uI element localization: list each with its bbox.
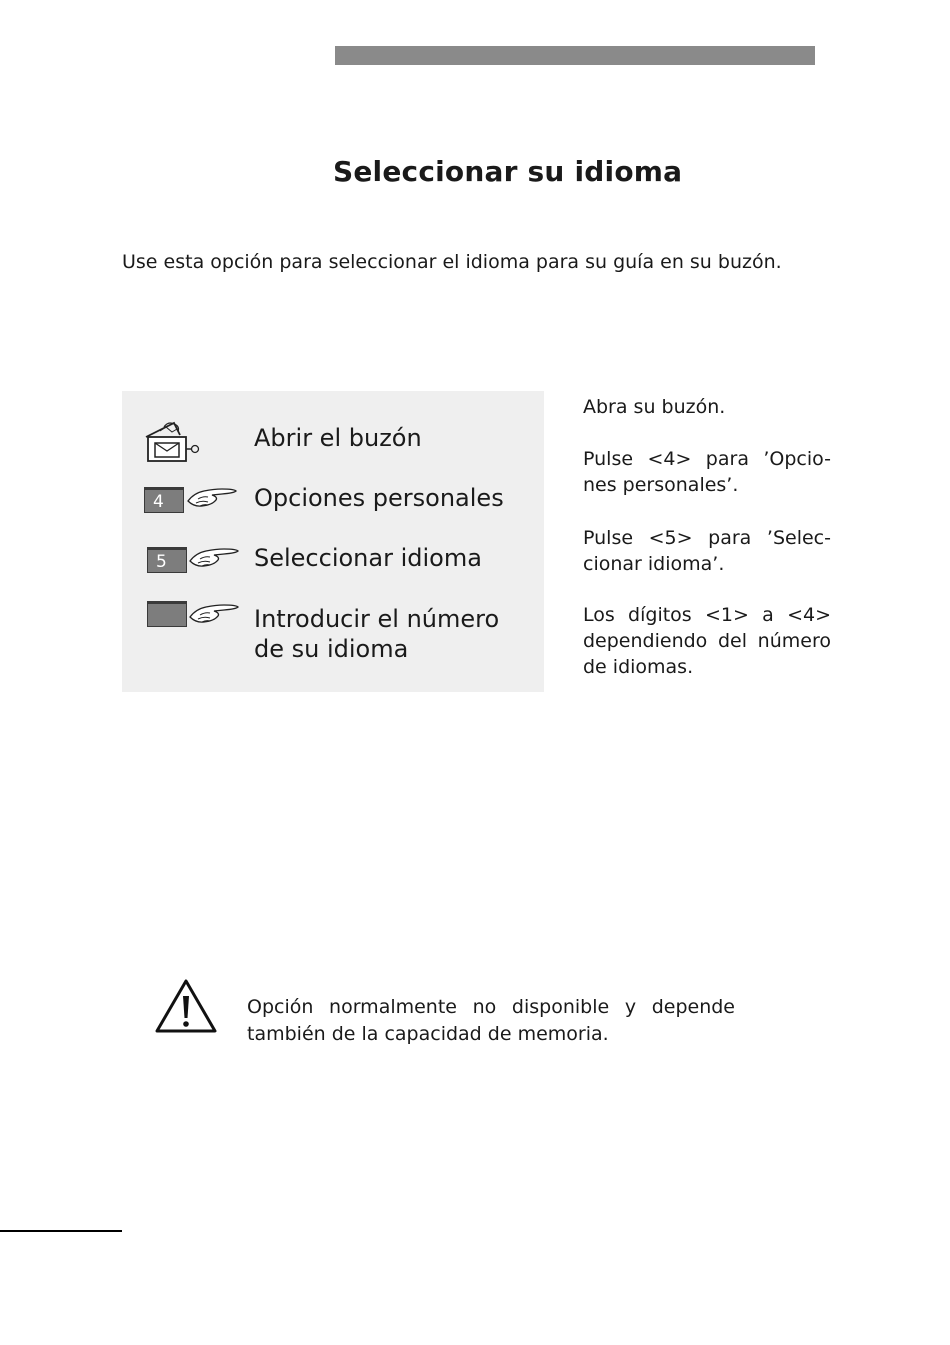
key-blank (147, 601, 187, 627)
page-title: Seleccionar su idioma (333, 155, 683, 188)
step-description: Abra su buzón. (583, 396, 726, 418)
step-label: Introducir el número de su idioma (254, 605, 500, 663)
keypad-press-icon (144, 485, 244, 515)
step-description: Pulse <4> para ’Opcio-nes personales’. (583, 448, 831, 496)
keypad-press-icon (144, 545, 244, 575)
intro-text: Use esta opción para seleccionar el idioma para su guía en su buzón. (122, 251, 782, 273)
warning-text: Opción normalmente no disponible y depende también de la capacidad de memoria. (247, 996, 735, 1045)
warning-triangle-icon (154, 978, 218, 1038)
step-description: Pulse <5> para ’Selec-cionar idioma’. (583, 527, 831, 575)
key-4: 4 (144, 487, 184, 513)
steps-panel (122, 391, 544, 692)
footer-rule (0, 1230, 122, 1232)
mailbox-icon (144, 419, 208, 469)
step-label: Opciones personales (254, 484, 504, 512)
step-label: Seleccionar idioma (254, 544, 482, 572)
key-5: 5 (147, 547, 187, 573)
step-label: Abrir el buzón (254, 424, 422, 452)
header-bar (335, 46, 815, 65)
keypad-press-icon (144, 601, 244, 631)
step-description: Los dígitos <1> a <4> dependiendo del número de idiomas. (583, 604, 831, 678)
